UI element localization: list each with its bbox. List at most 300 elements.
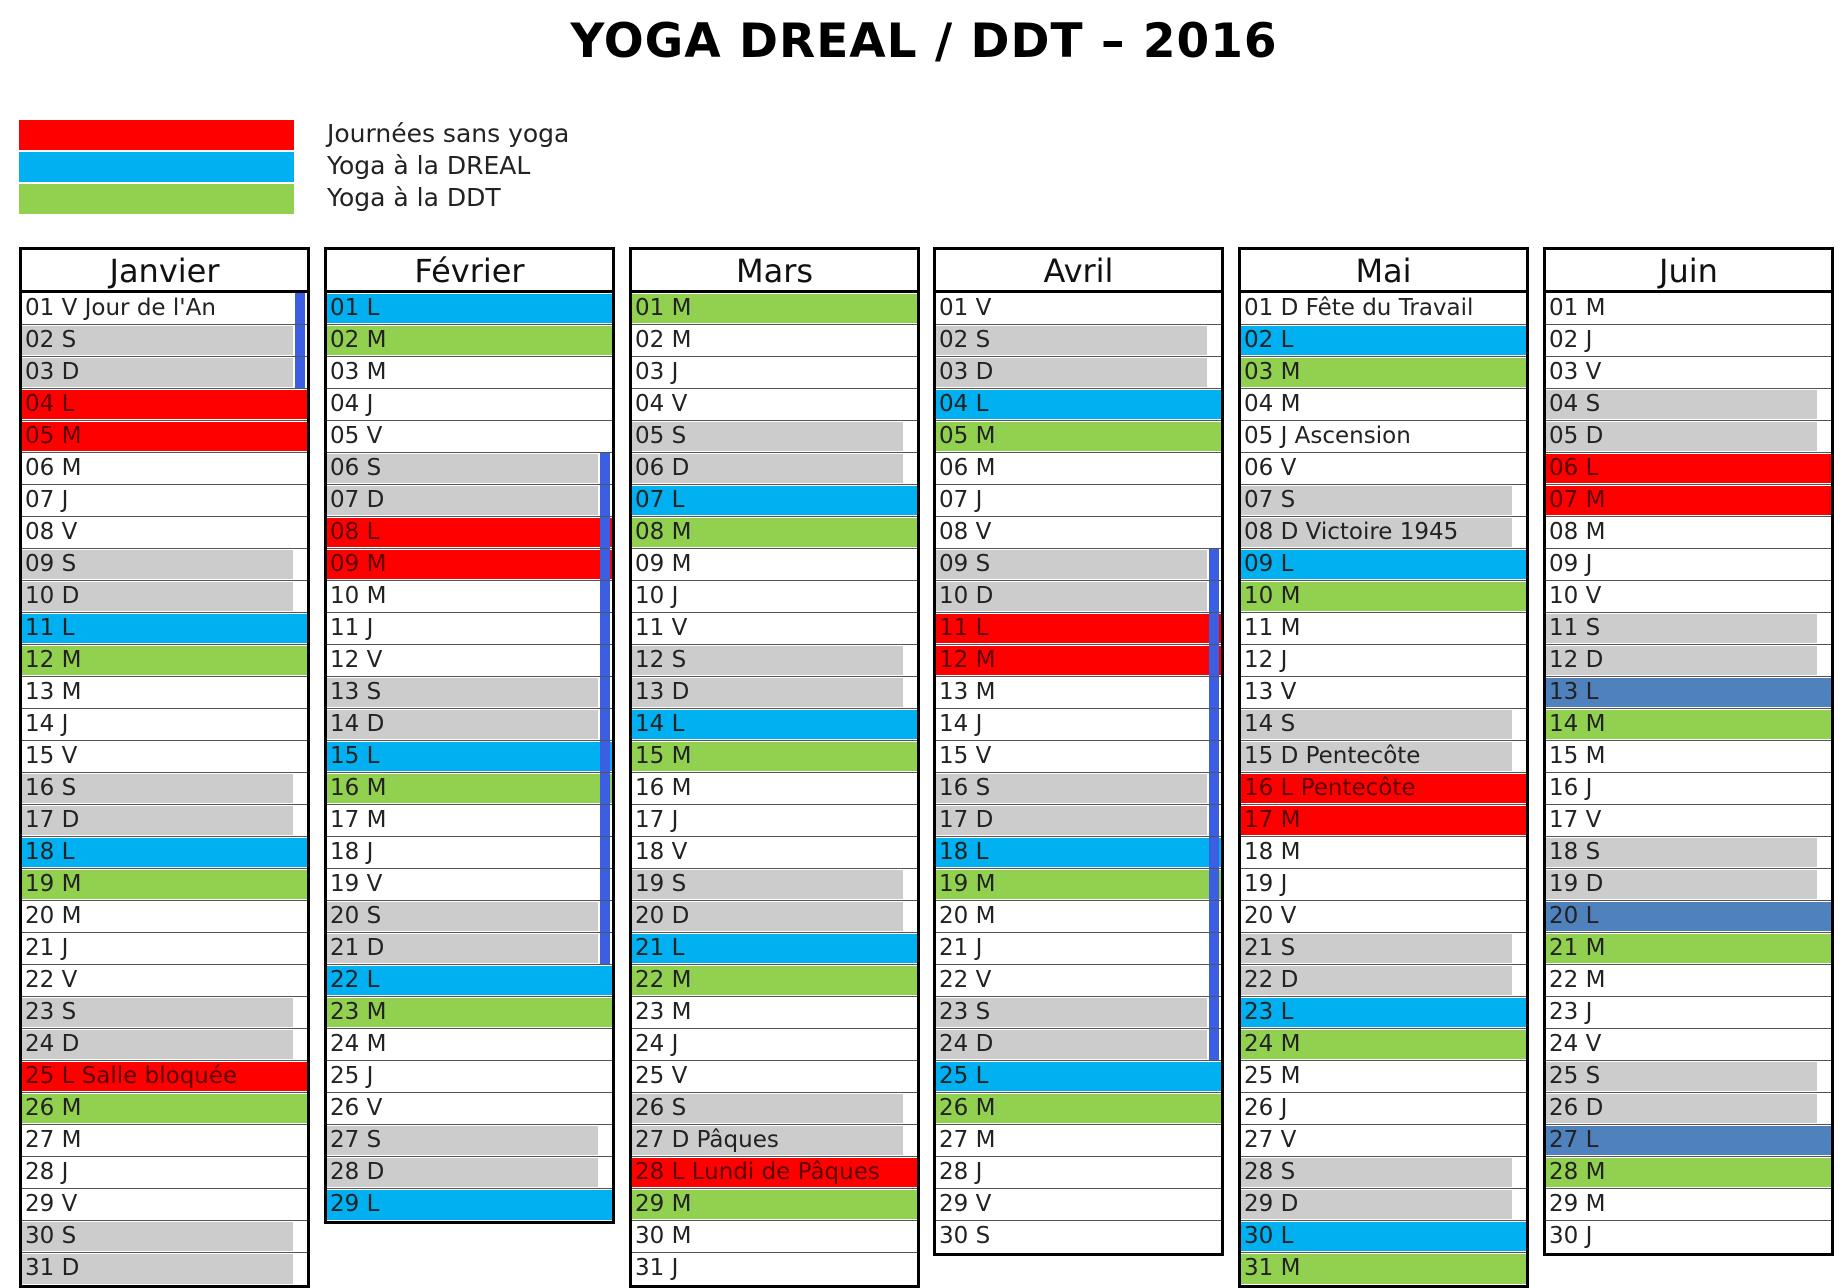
- day-label: 06 S: [330, 455, 382, 481]
- month-header: Janvier: [22, 250, 307, 293]
- day-row: [1546, 1029, 1831, 1061]
- day-label: 10 D: [25, 583, 80, 609]
- day-row: [936, 869, 1221, 901]
- period-marker: [600, 549, 610, 580]
- day-row: [632, 677, 917, 709]
- day-row: [327, 805, 612, 837]
- day-label: 12 M: [939, 647, 996, 673]
- day-row: [327, 517, 612, 549]
- period-marker: [1209, 837, 1219, 868]
- day-row: [632, 421, 917, 453]
- day-label: 09 M: [330, 551, 387, 577]
- legend-swatch-green: [19, 184, 294, 214]
- day-label: 11 S: [1549, 615, 1601, 641]
- day-row: [1546, 997, 1831, 1029]
- day-row: [22, 1061, 307, 1093]
- day-row: [1241, 645, 1526, 677]
- day-row: [1546, 293, 1831, 325]
- day-label: 14 J: [25, 711, 69, 737]
- day-row: [1546, 869, 1831, 901]
- day-row: [1546, 677, 1831, 709]
- day-label: 22 D: [1244, 967, 1299, 993]
- month-header: Février: [327, 250, 612, 293]
- month-column: [933, 247, 1224, 1256]
- day-row: [22, 1029, 307, 1061]
- day-row: [22, 805, 307, 837]
- day-row: [936, 1093, 1221, 1125]
- day-label: 21 L: [635, 935, 685, 961]
- day-row: [22, 1125, 307, 1157]
- day-row: [632, 581, 917, 613]
- day-label: 12 J: [1244, 647, 1288, 673]
- day-label: 28 S: [1244, 1159, 1296, 1185]
- day-row: [1241, 325, 1526, 357]
- legend-label: Yoga à la DREAL: [327, 151, 531, 180]
- day-row: [327, 1157, 612, 1189]
- day-row: [1241, 1221, 1526, 1253]
- day-row: [1241, 837, 1526, 869]
- day-row: [22, 1189, 307, 1221]
- day-label: 13 D: [635, 679, 690, 705]
- day-label: 28 J: [939, 1159, 983, 1185]
- day-row: [936, 1029, 1221, 1061]
- day-label: 01 M: [1549, 295, 1606, 321]
- day-row: [327, 709, 612, 741]
- day-row: [936, 1221, 1221, 1253]
- day-row: [1241, 773, 1526, 805]
- day-row: [327, 357, 612, 389]
- period-marker: [1209, 549, 1219, 580]
- day-label: 05 M: [939, 423, 996, 449]
- day-label: 08 V: [939, 519, 992, 545]
- day-label: 15 V: [939, 743, 992, 769]
- day-label: 12 S: [635, 647, 687, 673]
- day-label: 03 J: [635, 359, 679, 385]
- day-label: 01 V Jour de l'An: [25, 295, 216, 321]
- day-label: 16 S: [939, 775, 991, 801]
- day-label: 30 S: [939, 1223, 991, 1249]
- day-row: [327, 485, 612, 517]
- day-label: 18 L: [25, 839, 75, 865]
- day-label: 13 S: [330, 679, 382, 705]
- day-label: 07 M: [1549, 487, 1606, 513]
- day-label: 20 L: [1549, 903, 1599, 929]
- day-row: [632, 741, 917, 773]
- day-row: [1241, 997, 1526, 1029]
- day-label: 19 D: [1549, 871, 1604, 897]
- period-marker: [295, 293, 305, 324]
- day-label: 06 D: [635, 455, 690, 481]
- day-label: 07 J: [25, 487, 69, 513]
- day-row: [1241, 1061, 1526, 1093]
- day-label: 06 L: [1549, 455, 1599, 481]
- day-label: 22 M: [1549, 967, 1606, 993]
- day-label: 19 V: [330, 871, 383, 897]
- day-row: [936, 1061, 1221, 1093]
- day-label: 11 M: [1244, 615, 1301, 641]
- day-row: [1241, 869, 1526, 901]
- day-label: 18 L: [939, 839, 989, 865]
- day-row: [936, 709, 1221, 741]
- day-label: 04 V: [635, 391, 688, 417]
- day-label: 16 M: [635, 775, 692, 801]
- day-label: 15 L: [330, 743, 380, 769]
- day-label: 11 V: [635, 615, 688, 641]
- period-marker: [600, 901, 610, 932]
- day-label: 16 J: [1549, 775, 1593, 801]
- day-row: [327, 613, 612, 645]
- day-label: 07 D: [330, 487, 385, 513]
- day-label: 22 L: [330, 967, 380, 993]
- day-label: 19 S: [635, 871, 687, 897]
- day-row: [1241, 1029, 1526, 1061]
- day-row: [936, 389, 1221, 421]
- period-marker: [1209, 613, 1219, 644]
- day-label: 24 J: [635, 1031, 679, 1057]
- period-marker: [1209, 677, 1219, 708]
- day-label: 12 D: [1549, 647, 1604, 673]
- day-row: [1546, 1221, 1831, 1253]
- period-marker: [1209, 869, 1219, 900]
- day-row: [1241, 741, 1526, 773]
- day-row: [327, 965, 612, 997]
- day-row: [22, 709, 307, 741]
- day-label: 27 D Pâques: [635, 1127, 779, 1153]
- day-row: [327, 421, 612, 453]
- day-row: [936, 645, 1221, 677]
- day-label: 21 J: [25, 935, 69, 961]
- day-row: [327, 933, 612, 965]
- period-marker: [1209, 773, 1219, 804]
- day-label: 20 S: [330, 903, 382, 929]
- day-label: 01 L: [330, 295, 380, 321]
- day-row: [327, 1029, 612, 1061]
- day-row: [22, 869, 307, 901]
- day-label: 19 M: [939, 871, 996, 897]
- day-label: 06 V: [1244, 455, 1297, 481]
- day-row: [936, 1125, 1221, 1157]
- period-marker: [1209, 901, 1219, 932]
- day-label: 27 L: [1549, 1127, 1599, 1153]
- day-label: 26 S: [635, 1095, 687, 1121]
- day-row: [1241, 933, 1526, 965]
- day-label: 24 D: [939, 1031, 994, 1057]
- day-label: 08 D Victoire 1945: [1244, 519, 1459, 545]
- day-label: 25 S: [1549, 1063, 1601, 1089]
- day-list: [22, 293, 307, 1285]
- period-marker: [1209, 933, 1219, 964]
- day-row: [936, 421, 1221, 453]
- day-label: 09 S: [25, 551, 77, 577]
- day-label: 29 L: [330, 1191, 380, 1217]
- period-marker: [1209, 645, 1219, 676]
- day-row: [327, 1189, 612, 1221]
- day-label: 29 M: [635, 1191, 692, 1217]
- day-label: 17 V: [1549, 807, 1602, 833]
- day-row: [632, 485, 917, 517]
- period-marker: [1209, 741, 1219, 772]
- day-row: [1546, 1189, 1831, 1221]
- day-label: 22 V: [939, 967, 992, 993]
- day-row: [22, 453, 307, 485]
- day-row: [632, 773, 917, 805]
- day-row: [936, 997, 1221, 1029]
- day-row: [632, 1093, 917, 1125]
- day-row: [1546, 645, 1831, 677]
- day-row: [22, 1093, 307, 1125]
- day-row: [632, 1221, 917, 1253]
- day-row: [936, 357, 1221, 389]
- day-label: 08 L: [330, 519, 380, 545]
- day-label: 13 M: [939, 679, 996, 705]
- day-label: 05 V: [330, 423, 383, 449]
- day-label: 23 L: [1244, 999, 1294, 1025]
- day-label: 28 J: [25, 1159, 69, 1185]
- day-row: [632, 965, 917, 997]
- day-label: 31 D: [25, 1255, 80, 1281]
- day-label: 16 L Pentecôte: [1244, 775, 1416, 801]
- period-marker: [600, 645, 610, 676]
- day-label: 11 L: [939, 615, 989, 641]
- day-label: 17 D: [25, 807, 80, 833]
- day-row: [327, 901, 612, 933]
- period-marker: [295, 325, 305, 356]
- period-marker: [600, 517, 610, 548]
- day-row: [327, 677, 612, 709]
- day-row: [632, 645, 917, 677]
- day-row: [22, 1221, 307, 1253]
- day-label: 07 L: [635, 487, 685, 513]
- day-row: [936, 581, 1221, 613]
- day-row: [632, 357, 917, 389]
- day-row: [936, 741, 1221, 773]
- day-row: [632, 997, 917, 1029]
- day-row: [22, 325, 307, 357]
- day-row: [632, 837, 917, 869]
- period-marker: [600, 869, 610, 900]
- day-row: [1546, 1061, 1831, 1093]
- day-row: [22, 965, 307, 997]
- day-list: [632, 293, 917, 1285]
- day-label: 14 L: [635, 711, 685, 737]
- day-label: 25 V: [635, 1063, 688, 1089]
- day-label: 23 M: [635, 999, 692, 1025]
- day-label: 23 J: [1549, 999, 1593, 1025]
- day-row: [632, 901, 917, 933]
- day-row: [1241, 357, 1526, 389]
- day-row: [1241, 1093, 1526, 1125]
- day-row: [1241, 901, 1526, 933]
- day-row: [1241, 581, 1526, 613]
- day-label: 25 L Salle bloquée: [25, 1063, 238, 1089]
- day-label: 10 J: [635, 583, 679, 609]
- day-row: [632, 1061, 917, 1093]
- day-label: 05 M: [25, 423, 82, 449]
- day-row: [22, 1157, 307, 1189]
- day-label: 08 M: [635, 519, 692, 545]
- day-row: [22, 1253, 307, 1285]
- day-row: [22, 933, 307, 965]
- day-list: [936, 293, 1221, 1253]
- day-row: [632, 1253, 917, 1285]
- page-title: YOGA DREAL / DDT – 2016: [570, 14, 1278, 69]
- day-label: 09 S: [939, 551, 991, 577]
- day-row: [1546, 933, 1831, 965]
- day-row: [1546, 837, 1831, 869]
- month-column: [629, 247, 920, 1288]
- period-marker: [600, 933, 610, 964]
- day-label: 03 V: [1549, 359, 1602, 385]
- day-label: 15 D Pentecôte: [1244, 743, 1421, 769]
- day-row: [1546, 389, 1831, 421]
- day-row: [22, 901, 307, 933]
- day-list: [1546, 293, 1831, 1253]
- day-label: 20 V: [1244, 903, 1297, 929]
- period-marker: [1209, 709, 1219, 740]
- day-label: 26 V: [330, 1095, 383, 1121]
- day-label: 14 M: [1549, 711, 1606, 737]
- day-label: 18 V: [635, 839, 688, 865]
- day-label: 11 L: [25, 615, 75, 641]
- day-row: [22, 613, 307, 645]
- day-row: [1241, 1125, 1526, 1157]
- day-row: [936, 805, 1221, 837]
- legend-label: Yoga à la DDT: [327, 183, 501, 212]
- legend-swatch-red: [19, 120, 294, 150]
- day-label: 22 V: [25, 967, 78, 993]
- day-row: [327, 549, 612, 581]
- day-row: [632, 709, 917, 741]
- day-label: 21 D: [330, 935, 385, 961]
- day-label: 18 J: [330, 839, 374, 865]
- day-label: 13 V: [1244, 679, 1297, 705]
- day-row: [22, 517, 307, 549]
- day-row: [1241, 709, 1526, 741]
- day-label: 24 M: [1244, 1031, 1301, 1057]
- day-label: 04 L: [939, 391, 989, 417]
- day-row: [327, 389, 612, 421]
- period-marker: [1209, 997, 1219, 1028]
- period-marker: [600, 709, 610, 740]
- day-label: 24 V: [1549, 1031, 1602, 1057]
- day-label: 17 J: [635, 807, 679, 833]
- day-label: 20 D: [635, 903, 690, 929]
- day-row: [22, 837, 307, 869]
- day-label: 03 D: [25, 359, 80, 385]
- day-row: [936, 485, 1221, 517]
- day-label: 03 M: [330, 359, 387, 385]
- day-label: 20 M: [25, 903, 82, 929]
- day-row: [22, 773, 307, 805]
- day-row: [327, 741, 612, 773]
- day-label: 09 M: [635, 551, 692, 577]
- day-label: 18 M: [1244, 839, 1301, 865]
- day-row: [1241, 421, 1526, 453]
- day-row: [1241, 1253, 1526, 1285]
- day-row: [1241, 453, 1526, 485]
- period-marker: [600, 581, 610, 612]
- day-row: [22, 293, 307, 325]
- day-label: 30 M: [635, 1223, 692, 1249]
- day-label: 01 V: [939, 295, 992, 321]
- day-label: 13 L: [1549, 679, 1599, 705]
- day-row: [22, 581, 307, 613]
- day-label: 17 M: [330, 807, 387, 833]
- day-row: [1241, 293, 1526, 325]
- day-row: [936, 933, 1221, 965]
- month-header: Mars: [632, 250, 917, 293]
- day-label: 26 J: [1244, 1095, 1288, 1121]
- month-column: [324, 247, 615, 1224]
- period-marker: [600, 773, 610, 804]
- day-row: [632, 1029, 917, 1061]
- day-row: [1546, 805, 1831, 837]
- day-label: 07 J: [939, 487, 983, 513]
- day-row: [1546, 901, 1831, 933]
- period-marker: [600, 837, 610, 868]
- day-row: [327, 453, 612, 485]
- day-row: [327, 1093, 612, 1125]
- day-label: 15 M: [635, 743, 692, 769]
- day-row: [632, 869, 917, 901]
- day-label: 29 V: [25, 1191, 78, 1217]
- day-label: 11 J: [330, 615, 374, 641]
- day-label: 26 D: [1549, 1095, 1604, 1121]
- day-row: [22, 389, 307, 421]
- month-header: Juin: [1546, 250, 1831, 293]
- calendar-grid: [0, 247, 1848, 1287]
- day-label: 10 D: [939, 583, 994, 609]
- day-row: [1546, 357, 1831, 389]
- day-label: 30 S: [25, 1223, 77, 1249]
- period-marker: [600, 741, 610, 772]
- day-row: [1546, 549, 1831, 581]
- day-label: 02 S: [939, 327, 991, 353]
- day-label: 23 S: [939, 999, 991, 1025]
- day-label: 02 M: [330, 327, 387, 353]
- day-row: [22, 677, 307, 709]
- day-row: [22, 421, 307, 453]
- day-row: [936, 965, 1221, 997]
- day-row: [1241, 1189, 1526, 1221]
- day-row: [936, 677, 1221, 709]
- day-label: 16 S: [25, 775, 77, 801]
- day-label: 25 L: [939, 1063, 989, 1089]
- day-row: [632, 453, 917, 485]
- day-row: [327, 997, 612, 1029]
- period-marker: [1209, 965, 1219, 996]
- month-header: Avril: [936, 250, 1221, 293]
- day-label: 03 M: [1244, 359, 1301, 385]
- day-label: 21 S: [1244, 935, 1296, 961]
- day-label: 05 S: [635, 423, 687, 449]
- day-label: 26 M: [25, 1095, 82, 1121]
- day-row: [1546, 325, 1831, 357]
- day-label: 06 M: [25, 455, 82, 481]
- day-row: [632, 1189, 917, 1221]
- day-row: [1546, 773, 1831, 805]
- day-row: [327, 869, 612, 901]
- day-label: 22 M: [635, 967, 692, 993]
- day-row: [22, 741, 307, 773]
- day-label: 08 V: [25, 519, 78, 545]
- day-row: [936, 549, 1221, 581]
- day-label: 02 L: [1244, 327, 1294, 353]
- day-row: [1241, 1157, 1526, 1189]
- day-row: [1241, 549, 1526, 581]
- day-label: 12 M: [25, 647, 82, 673]
- day-label: 29 D: [1244, 1191, 1299, 1217]
